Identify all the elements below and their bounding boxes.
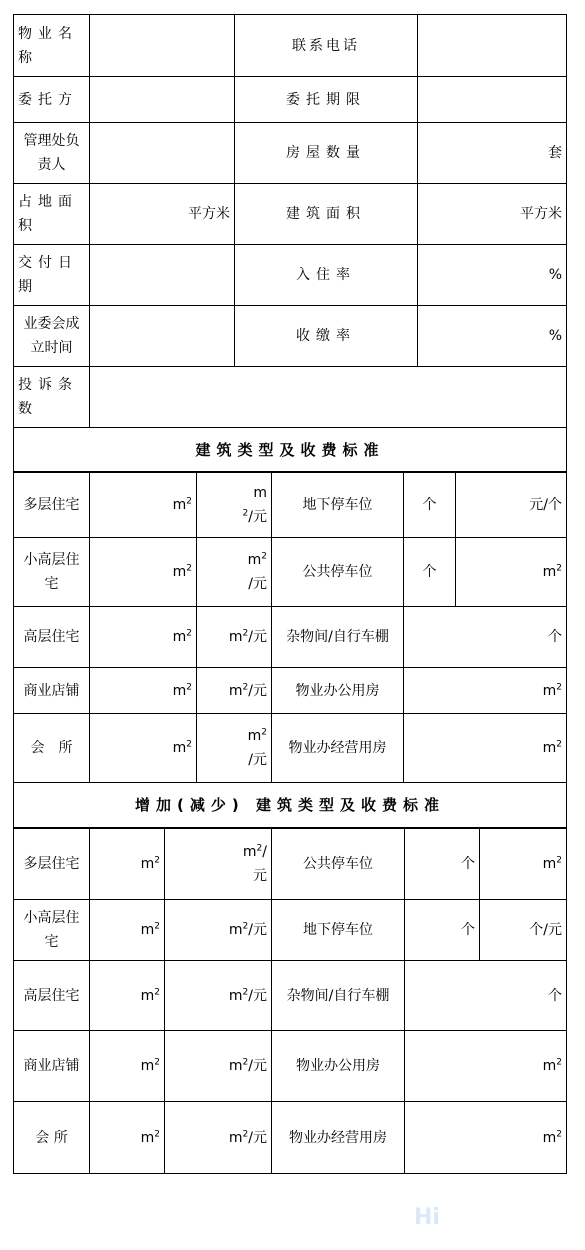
label-complaints: 投诉条数 (14, 367, 90, 428)
s1-high-area: $m^2$ (90, 607, 197, 668)
s2-public-parking-area: $m^2$ (480, 829, 567, 900)
value-property-name[interactable] (90, 15, 235, 77)
s2-midhigh-area: $m^2$ (90, 900, 165, 961)
property-info-table (13, 14, 567, 473)
label-collection-rate: 收缴率 (235, 306, 418, 367)
s2-multi-price: $m^2/$ 元 (165, 829, 272, 900)
s1-business-label: 物业办经营用房 (272, 714, 404, 783)
s2-storage-label: 杂物间/自行车棚 (272, 961, 405, 1031)
s1-high-price: $m^2/$元 (197, 607, 272, 668)
label-house-count: 房屋数量 (235, 123, 418, 184)
s2-public-parking-label: 公共停车位 (272, 829, 405, 900)
unit-occupancy: % (418, 245, 567, 306)
s1-midhigh-area: $m^2$ (90, 538, 197, 607)
s2-midhigh-label: 小高层住宅 (14, 900, 90, 961)
s2-high-price: $m^2/$元 (165, 961, 272, 1031)
label-property-name: 物业名称 (14, 15, 90, 77)
s2-shop-price: $m^2/$元 (165, 1031, 272, 1102)
s2-public-parking-count: 个 (405, 829, 480, 900)
value-committee-date[interactable] (90, 306, 235, 367)
s1-underground-parking-count: 个 (404, 472, 456, 538)
s2-business-area: $m^2$ (405, 1102, 567, 1174)
s2-business-label: 物业办经营用房 (272, 1102, 405, 1174)
s1-public-parking-area: $m^2$ (456, 538, 567, 607)
s2-shop-label: 商业店铺 (14, 1031, 90, 1102)
section1-title: 建筑类型及收费标准 (14, 428, 567, 473)
unit-collection-rate: % (418, 306, 567, 367)
label-occupancy: 入住率 (235, 245, 418, 306)
s1-midhigh-label: 小高层住宅 (14, 538, 90, 607)
s1-club-price: $m^2$ /元 (197, 714, 272, 783)
s1-high-label: 高层住宅 (14, 607, 90, 668)
s1-multi-area: $m^2$ (90, 472, 197, 538)
fee-standard-table (13, 471, 567, 828)
s1-office-label: 物业办公用房 (272, 668, 404, 714)
label-land-area: 占地面积 (14, 184, 90, 245)
watermark-logo: Hi (414, 1205, 440, 1230)
unit-land-area: 平方米 (90, 184, 235, 245)
label-manager: 管理处负责人 (14, 123, 90, 184)
unit-building-area: 平方米 (418, 184, 567, 245)
value-manager[interactable] (90, 123, 235, 184)
s2-underground-parking-label: 地下停车位 (272, 900, 405, 961)
label-committee-date: 业委会成立时间 (14, 306, 90, 367)
s2-club-label: 会 所 (14, 1102, 90, 1174)
s2-midhigh-price: $m^2/$元 (165, 900, 272, 961)
value-complaints[interactable] (90, 367, 567, 428)
s1-club-label: 会 所 (14, 714, 90, 783)
value-contact-phone[interactable] (418, 15, 567, 77)
s2-underground-parking-count: 个 (405, 900, 480, 961)
s1-club-area: $m^2$ (90, 714, 197, 783)
s1-multi-price: m $^2$/元 (197, 472, 272, 538)
label-contact-phone: 联系电话 (235, 15, 418, 77)
s1-public-parking-label: 公共停车位 (272, 538, 404, 607)
s2-high-area: $m^2$ (90, 961, 165, 1031)
label-term: 委托期限 (235, 77, 418, 123)
s2-high-label: 高层住宅 (14, 961, 90, 1031)
s1-public-parking-count: 个 (404, 538, 456, 607)
label-delivery-date: 交付日期 (14, 245, 90, 306)
s1-office-area: $m^2$ (404, 668, 567, 714)
s1-multi-label: 多层住宅 (14, 472, 90, 538)
unit-house: 套 (418, 123, 567, 184)
s1-storage-label: 杂物间/自行车棚 (272, 607, 404, 668)
label-client: 委托方 (14, 77, 90, 123)
s2-storage-count: 个 (405, 961, 567, 1031)
s2-office-label: 物业办公用房 (272, 1031, 405, 1102)
s2-multi-label: 多层住宅 (14, 829, 90, 900)
s2-underground-parking-price: 个/元 (480, 900, 567, 961)
s1-underground-parking-label: 地下停车位 (272, 472, 404, 538)
adjustment-table (13, 828, 567, 1174)
s1-shop-label: 商业店铺 (14, 668, 90, 714)
s1-midhigh-price: $m^2$ /元 (197, 538, 272, 607)
s1-shop-price: $m^2/$元 (197, 668, 272, 714)
s1-business-area: $m^2$ (404, 714, 567, 783)
s2-club-area: $m^2$ (90, 1102, 165, 1174)
value-delivery-date[interactable] (90, 245, 235, 306)
s1-shop-area: $m^2$ (90, 668, 197, 714)
value-term[interactable] (418, 77, 567, 123)
s2-office-area: $m^2$ (405, 1031, 567, 1102)
s1-storage-count: 个 (404, 607, 567, 668)
s1-underground-parking-price: 元/个 (456, 472, 567, 538)
label-building-area: 建筑面积 (235, 184, 418, 245)
s2-shop-area: $m^2$ (90, 1031, 165, 1102)
s2-multi-area: $m^2$ (90, 829, 165, 900)
s2-club-price: $m^2/$元 (165, 1102, 272, 1174)
value-client[interactable] (90, 77, 235, 123)
section2-title: 增加(减少) 建筑类型及收费标准 (14, 783, 567, 828)
